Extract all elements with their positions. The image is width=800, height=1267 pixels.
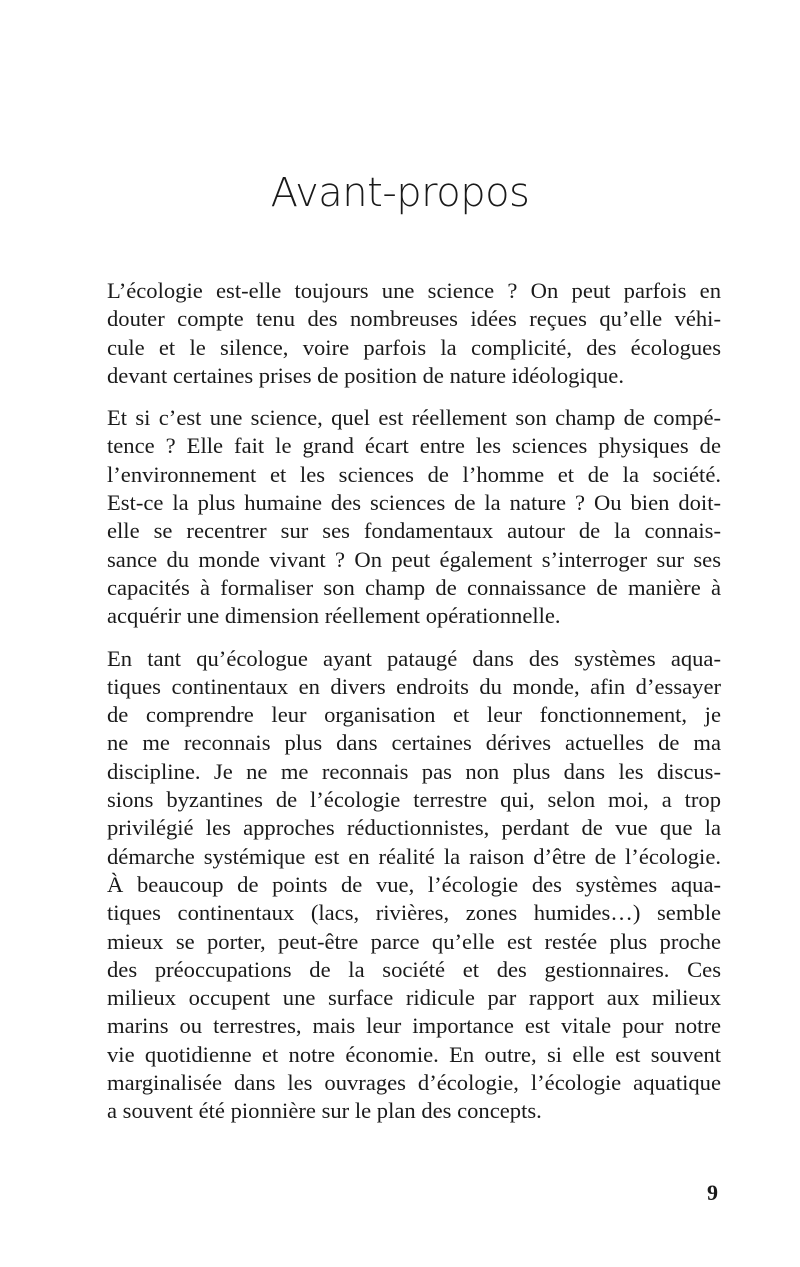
text-line: milieux occupent une surface ridicule par rapport aux milieux [107,985,721,1011]
text-line: À beaucoup de points de vue, l’écologie des systèmes aqua- [107,871,721,897]
text-line: ne me reconnais plus dans certaines dérives actuelles de ma [107,730,721,756]
text-line: l’environnement et les sciences de l’homme et de la société. [107,461,721,487]
paragraph-2 [107,404,721,630]
text-line: marins ou terrestres, mais leur importance est vitale pour notre [107,1013,721,1039]
text-line: acquérir une dimension réellement opérationnelle. [107,603,561,629]
text-line: des préoccupations de la société et des gestionnaires. Ces [107,956,721,982]
text-line: sance du monde vivant ? On peut également s’interroger sur ses [107,546,721,572]
text-line: elle se recentrer sur ses fondamentaux autour de la connais- [107,518,721,544]
text-line: cule et le silence, voire parfois la complicité, des écologues [107,334,721,360]
text-line: Et si c’est une science, quel est réellement son champ de compé- [107,405,721,431]
text-line: privilégié les approches réductionnistes, perdant de vue que la [107,815,721,841]
text-line: a souvent été pionnière sur le plan des concepts. [107,1098,542,1124]
page-title: Avant-propos [270,169,530,216]
text-line: devant certaines prises de position de nature idéologique. [107,362,624,388]
text-line: vie quotidienne et notre économie. En outre, si elle est souvent [107,1041,721,1067]
page-number: 9 [707,1180,718,1205]
text-line: discipline. Je ne me reconnais pas non plus dans les discus- [107,758,721,784]
text-line: En tant qu’écologue ayant pataugé dans des systèmes aqua- [107,645,721,671]
text-line: sions byzantines de l’écologie terrestre qui, selon moi, a trop [107,787,721,813]
paragraph-3 [107,645,721,1126]
text-line: de comprendre leur organisation et leur fonctionnement, je [107,702,721,728]
text-line: L’écologie est-elle toujours une science ? On peut parfois en [107,278,721,303]
body-text [107,277,721,1140]
text-line: tence ? Elle fait le grand écart entre les sciences physiques de [107,433,721,459]
paragraph-1 [107,277,721,390]
text-line: capacités à formaliser son champ de connaissance de manière à [107,574,721,600]
text-line: douter compte tenu des nombreuses idées reçues qu’elle véhi- [107,306,721,332]
text-line: tiques continentaux en divers endroits du monde, afin d’essayer [107,673,721,699]
text-line: mieux se porter, peut-être parce qu’elle est restée plus proche [107,928,721,954]
text-line: démarche systémique est en réalité la raison d’être de l’écologie. [107,843,721,869]
text-line: tiques continentaux (lacs, rivières, zones humides…) semble [107,900,721,926]
text-line: Est-ce la plus humaine des sciences de la nature ? Ou bien doit- [107,490,721,516]
text-line: marginalisée dans les ouvrages d’écologie, l’écologie aquatique [107,1070,721,1096]
